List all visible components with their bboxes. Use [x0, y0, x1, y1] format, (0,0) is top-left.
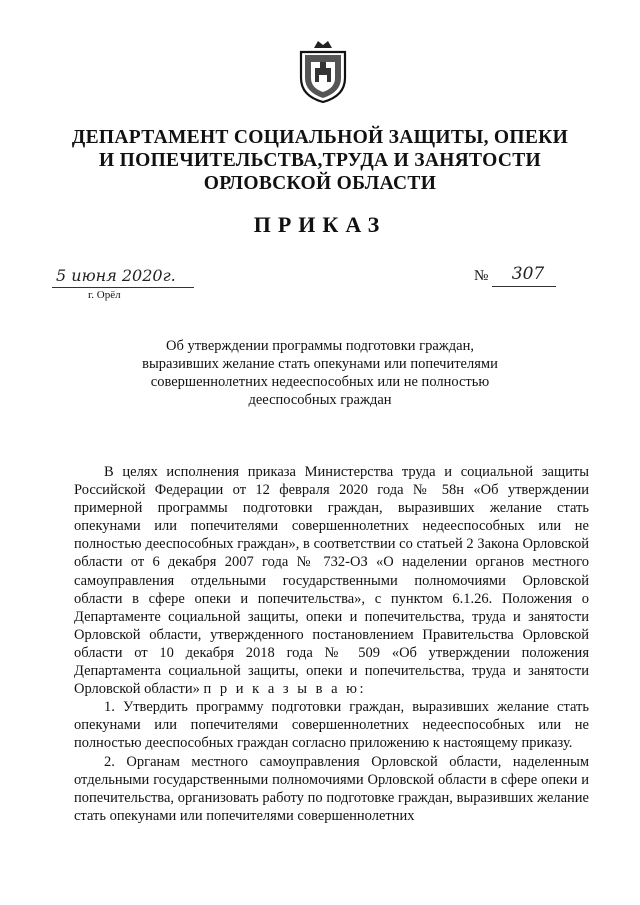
- department-title-line-2: И ПОПЕЧИТЕЛЬСТВА,ТРУДА И ЗАНЯТОСТИ: [99, 150, 541, 171]
- city-label: г. Орёл: [88, 289, 121, 301]
- number-underline: [492, 286, 556, 287]
- subject-line: выразивших желание стать опекунами или попечителями: [142, 356, 498, 372]
- order-body: [74, 463, 589, 825]
- preamble-paragraph: [74, 463, 589, 698]
- date-underline: [52, 287, 194, 288]
- number-sign: №: [474, 268, 489, 284]
- subject-line: совершеннолетних недееспособных или не полностью: [150, 374, 490, 390]
- department-title-line-3: ОРЛОВСКОЙ ОБЛАСТИ: [203, 173, 437, 194]
- order-verb: п р и к а з ы в а ю:: [203, 681, 367, 698]
- order-subject: [110, 337, 530, 409]
- preamble-text: В целях исполнения приказа Министерства труда и социальной защиты Российской Федерации от 12 февраля 2020 года № 58н «Об утверждении примерной программы подготовки граждан, выразивших желание стать опекунами или попечителями совершеннолетних недееспособных или не полностью дееспособных граждан», в соответствии со статьей 2 Закона Орловской области от 6 декабря 2007 года № 732-ОЗ «О наделении органов местного самоуправления отдельными государственными полномочиями Орловской области в сфере опеки и попечительства», с пунктом 6.1.26. Положения о Департаменте социальной защиты, опеки и попечительства, труда и занятости Орловской области, утвержденного постановлением Правительства Орловской области от 10 декабря 2018 года № 509 «Об утверждении положения Департамента социальной защиты, опеки и попечительства, труда и занятости Орловской области»: [74, 464, 589, 698]
- department-title-line-1: ДЕПАРТАМЕНТ СОЦИАЛЬНОЙ ЗАЩИТЫ, ОПЕКИ: [71, 127, 569, 148]
- coat-of-arms-emblem: [296, 38, 350, 104]
- subject-line: Об утверждении программы подготовки граждан,: [166, 338, 474, 354]
- handwritten-date: 5 июня 2020г.: [56, 266, 176, 285]
- subject-line: дееспособных граждан: [248, 392, 392, 408]
- document-type-heading: ПРИКАЗ: [253, 212, 387, 237]
- clause-2: 2. Органам местного самоуправления Орловской области, наделенным отдельными государственными полномочиями Орловской области в сфере опеки и попечительства, организовать работу по подготовке граждан, выразивших желание стать опекунами или попечителями совершеннолетних: [74, 753, 589, 824]
- clause-1: 1. Утвердить программу подготовки граждан, выразивших желание стать опекунами или попечителями совершеннолетних недееспособных или не полностью дееспособных граждан согласно приложению к настоящему приказу.: [74, 699, 589, 752]
- handwritten-order-number: 307: [511, 264, 545, 284]
